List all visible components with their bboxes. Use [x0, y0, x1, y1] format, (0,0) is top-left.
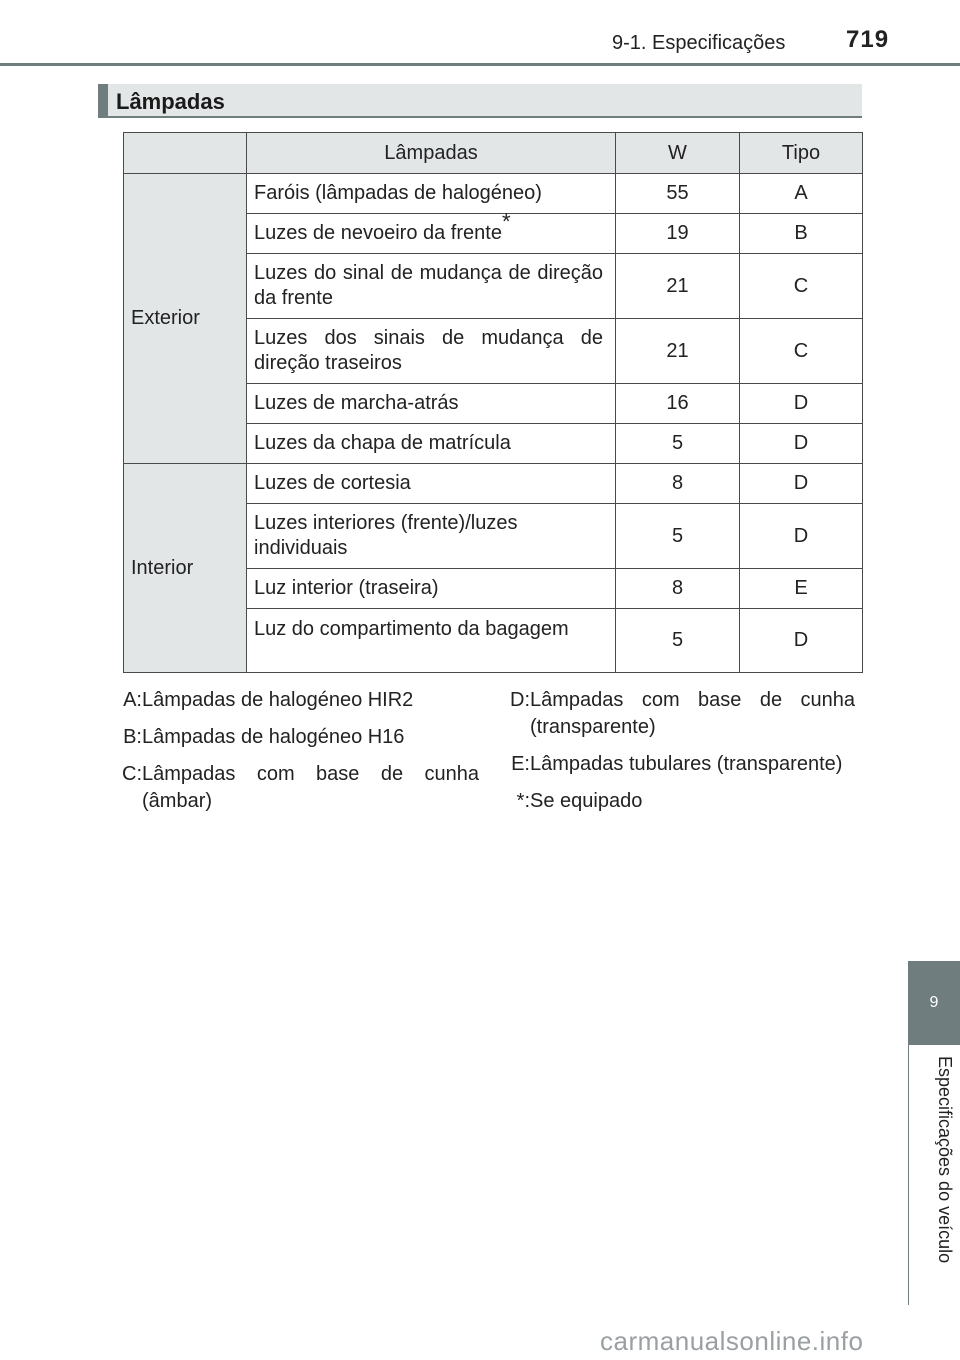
chapter-tab: [908, 961, 960, 1045]
bulb-watts: 5: [616, 609, 740, 673]
legend-item: [503, 687, 855, 741]
bulb-type: D: [740, 464, 863, 504]
legend-key: E:: [511, 753, 530, 775]
header-divider: [0, 63, 960, 66]
bulb-watts: 55: [616, 174, 740, 214]
bulb-type: C: [740, 254, 863, 319]
legend-item: [115, 687, 479, 714]
legend-text: Lâmpadas de halogéneo HIR2: [142, 689, 414, 711]
bulb-watts: 8: [616, 569, 740, 609]
bulbs-table: [123, 132, 863, 673]
bulb-name: Luzes de marcha-atrás: [247, 384, 616, 424]
group-label-exterior: Exterior: [124, 174, 247, 464]
bulb-name: Luz do compartimento da bagagem: [247, 609, 616, 673]
legend-key: A:: [123, 689, 142, 711]
column-header-watts: W: [616, 133, 740, 174]
legend-left: [115, 687, 479, 825]
bulb-name: Luzes do sinal de mudança de direção da frente: [247, 254, 616, 319]
legend-text: Lâmpadas com base de cunha (âmbar): [142, 763, 479, 812]
bulb-name: Luzes interiores (frente)/luzes individuais: [247, 504, 616, 569]
bulb-type: E: [740, 569, 863, 609]
legend-right: [503, 687, 855, 825]
legend-key: *:: [516, 790, 530, 812]
bulb-type: D: [740, 424, 863, 464]
section-title: Lâmpadas: [116, 89, 225, 114]
legend-key: D:: [510, 689, 530, 711]
bulb-name: Luz interior (traseira): [247, 569, 616, 609]
chapter-tab-line: [908, 1045, 909, 1305]
bulb-type: D: [740, 384, 863, 424]
bulb-name: Faróis (lâmpadas de halogéneo): [247, 174, 616, 214]
bulb-type: D: [740, 504, 863, 569]
bulb-type: B: [740, 214, 863, 254]
legend-text: Lâmpadas tubulares (transparente): [530, 753, 843, 775]
column-header-bulbs: Lâmpadas: [247, 133, 616, 174]
table-header-row: [124, 133, 863, 174]
bulb-watts: 5: [616, 504, 740, 569]
bulb-watts: 5: [616, 424, 740, 464]
group-label-interior: Interior: [124, 464, 247, 673]
bulb-name-text: Luzes de nevoeiro da frente: [254, 222, 502, 244]
bulb-name: Luzes dos sinais de mudança de direção traseiros: [247, 319, 616, 384]
legend-item: [115, 761, 479, 815]
section-title-bar: [98, 84, 862, 118]
bulb-type: A: [740, 174, 863, 214]
column-header-group: [124, 133, 247, 174]
bulb-name: [247, 209, 616, 254]
bulb-name: Luzes da chapa de matrícula: [247, 424, 616, 464]
table-row: [124, 174, 863, 214]
equipped-marker: *: [501, 209, 511, 235]
bulb-type: C: [740, 319, 863, 384]
bulb-watts: 21: [616, 319, 740, 384]
bulb-type: D: [740, 609, 863, 673]
legend-text: Se equipado: [530, 790, 643, 812]
bulb-watts: 16: [616, 384, 740, 424]
watermark: carmanualsonline.info: [600, 1326, 864, 1356]
column-header-type: Tipo: [740, 133, 863, 174]
bulb-watts: 21: [616, 254, 740, 319]
legend-key: C:: [122, 763, 142, 785]
legend-item: [115, 724, 479, 751]
bulb-watts: 19: [616, 214, 740, 254]
header-section-title: 9-1. Especificações: [612, 32, 786, 54]
page-number: 719: [846, 26, 890, 53]
chapter-number: 9: [929, 994, 939, 1011]
legend-item: [503, 788, 855, 815]
bulb-name: Luzes de cortesia: [247, 464, 616, 504]
legend-text: Lâmpadas de halogéneo H16: [142, 726, 405, 748]
bulb-watts: 8: [616, 464, 740, 504]
section-bar-accent: [98, 84, 108, 116]
legend-key: B:: [123, 726, 142, 748]
table-row: [124, 464, 863, 504]
legend-text: Lâmpadas com base de cunha (transparente): [530, 689, 855, 738]
legend-item: [503, 751, 855, 778]
chapter-label: Especificações do veículo: [935, 1056, 955, 1264]
